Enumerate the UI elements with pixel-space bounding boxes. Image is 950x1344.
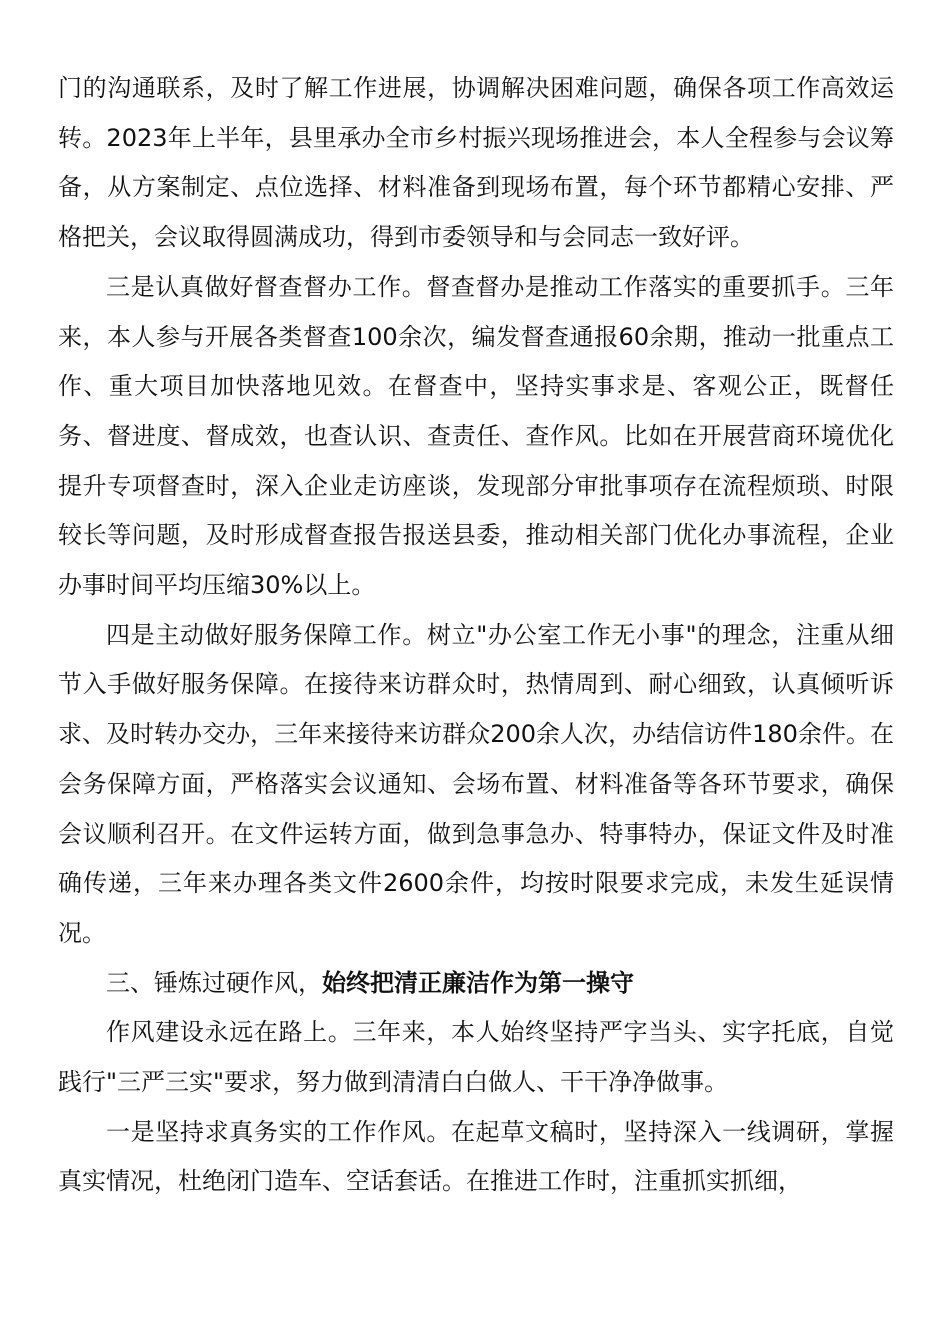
paragraph-supervision: 三是认真做好督查督办工作。督查督办是推动工作落实的重要抓手。三年来，本人参与开展各类督查100余次，编发督查通报60余期，推动一批重点工作、重大项目加快落地见效。在督查中，坚持实事求是、客观公正，既督任务、督进度、督成效，也查认识、查责任、查作风。比如在开展营商环境优化提升专项督查时，深入企业走访座谈，发现部分审批事项存在流程烦琐、时限较长等问题，及时形成督查报告报送县委，推动相关部门优化办事流程，企业办事时间平均压缩30%以上。	[58, 272, 894, 600]
continuation-paragraph: 门的沟通联系，及时了解工作进展，协调解决困难问题，确保各项工作高效运转。2023年上半年，县里承办全市乡村振兴现场推进会，本人全程参与会议筹备，从方案制定、点位选择、材料准备到现场布置，每个环节都精心安排、严格把关，会议取得圆满成功，得到市委领导和与会同志一致好评。	[58, 74, 894, 252]
document-body	[58, 64, 894, 1207]
paragraph-work-style-intro: 作风建设永远在路上。三年来，本人始终坚持严字当头、实字托底，自觉践行"三严三实"要求，努力做到清清白白做人、干干净净做事。	[58, 1018, 894, 1097]
paragraph-pragmatic-style: 一是坚持求真务实的工作作风。在起草文稿时，坚持深入一线调研，掌握真实情况，杜绝闭门造车、空话套话。在推进工作时，注重抓实抓细，	[58, 1117, 894, 1196]
section-heading-emphasis: 始终把清正廉洁作为第一操守	[322, 968, 634, 997]
section-heading	[58, 959, 894, 1009]
paragraph-service-support: 四是主动做好服务保障工作。树立"办公室工作无小事"的理念，注重从细节入手做好服务保障。在接待来访群众时，热情周到、耐心细致，认真倾听诉求、及时转办交办，三年来接待来访群众200余人次，办结信访件180余件。在会务保障方面，严格落实会议通知、会场布置、材料准备等各环节要求，确保会议顺利召开。在文件运转方面，做到急事急办、特事特办，保证文件及时准确传递，三年来办理各类文件2600余件，均按时限要求完成，未发生延误情况。	[58, 620, 894, 947]
section-heading-prefix: 三、锤炼过硬作风，	[106, 968, 322, 997]
